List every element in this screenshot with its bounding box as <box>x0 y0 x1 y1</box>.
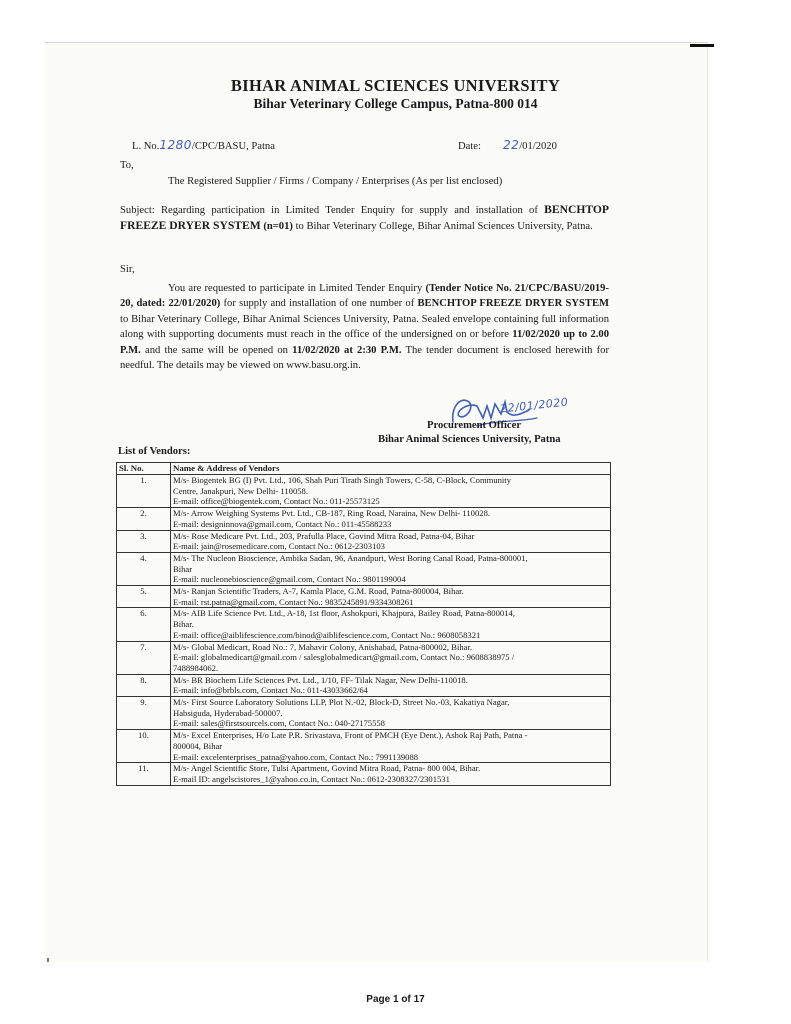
table-header-row <box>117 463 611 475</box>
vendor-address: 7488984062. <box>173 662 219 673</box>
vendor-details <box>171 641 611 674</box>
scan-edge <box>707 42 708 962</box>
vendor-address: Habsiguda, Hyderabad-500007. <box>173 707 283 718</box>
vendor-address: M/s- Biogentek BG (I) Pvt. Ltd., 106, Shah Puri Tirath Singh Towers, C-58, C-Block, Community <box>173 475 511 485</box>
scan-mark <box>690 44 714 47</box>
table-row <box>117 530 611 552</box>
body-paragraph <box>120 281 609 373</box>
salutation: Sir, <box>120 264 135 275</box>
body-text: for supply and installation of one number of <box>223 298 415 310</box>
vendor-sl-no: 4. <box>117 552 171 585</box>
body-text: The tender document is enclosed herewith for needful. The details may be viewed on www.basu.org.in. <box>120 344 609 372</box>
vendor-address: Centre, Janakpuri, New Delhi- 110058. <box>173 485 308 496</box>
vendor-contact: E-mail: nucleonebioscience@gmail.com, Contact No.: 9801199004 <box>173 574 406 585</box>
officer-organization: Bihar Animal Sciences University, Patna <box>378 434 561 445</box>
date-suffix: /01/2020 <box>519 141 557 152</box>
vendor-details <box>171 763 611 785</box>
to-label: To, <box>120 160 134 171</box>
table-row <box>117 674 611 696</box>
campus-address: Bihar Veterinary College Campus, Patna-800 014 <box>253 96 538 111</box>
table-row <box>117 586 611 608</box>
recipient: The Registered Supplier / Firms / Company / Enterprises (As per list enclosed) <box>168 176 503 187</box>
vendor-address: M/s- Excel Enterprises, H/o Late P.R. Srivastava, Front of PMCH (Eye Dent.), Ashok Raj Path, Patna - <box>173 730 528 741</box>
vendor-address: M/s- Ranjan Scientific Traders, A-7, Kamla Place, G.M. Road, Patna-800004, Bihar. <box>173 586 464 597</box>
vendor-sl-no: 1. <box>117 475 171 508</box>
letter-number-suffix: /CPC/BASU, Patna <box>191 141 275 152</box>
table-row <box>117 730 611 763</box>
vendor-address: M/s- BR Biochem Life Sciences Pvt. Ltd., 1/10, FF- Tilak Nagar, New Delhi-110018. <box>173 674 468 685</box>
scan-edge <box>45 42 708 43</box>
vendor-details <box>171 697 611 730</box>
vendor-sl-no: 6. <box>117 608 171 641</box>
column-header: Name & Address of Vendors <box>171 463 611 475</box>
table-row <box>117 763 611 785</box>
scan-mark <box>47 958 49 962</box>
page-label: Page <box>366 994 391 1005</box>
body-text: to Bihar Veterinary College, Bihar Animal Sciences University, Patna. Sealed envelope containing full information along with supporting documents must reach in the office of the undersigned on or before <box>120 313 609 341</box>
subject-item: BENCHTOP FREEZE DRYER SYSTEM <box>120 203 609 233</box>
opening-time: 11/02/2020 at 2:30 P.M. <box>292 344 402 356</box>
vendors-heading: List of Vendors: <box>118 446 191 457</box>
body-text: and the same will be opened on <box>145 344 288 356</box>
body-text: You are requested to participate in Limited Tender Enquiry <box>168 283 423 294</box>
vendors-table <box>116 462 611 786</box>
vendor-contact: E-mail: globalmedicart@gmail.com / salesglobalmedicart@gmail.com, Contact No.: 9608838975 / <box>173 652 515 663</box>
letter-date <box>458 138 557 154</box>
letter-number-handwritten: 1280 <box>159 138 192 152</box>
university-name: BIHAR ANIMAL SCIENCES UNIVERSITY <box>230 76 561 95</box>
table-row <box>117 552 611 585</box>
vendor-contact: E-mail: office@biogentek.com, Contact No.: 011-25573125 <box>173 496 380 507</box>
vendor-sl-no: 2. <box>117 508 171 530</box>
vendor-details <box>171 730 611 763</box>
vendor-contact: E-mail: sales@firstsourcels.com, Contact No.: 040-27175558 <box>173 718 385 729</box>
vendor-details <box>171 552 611 585</box>
vendor-details <box>171 530 611 552</box>
vendor-contact: E-mail: office@aiblifescience.com/binod@aiblifescience.com, Contact No.: 9608058321 <box>173 629 481 640</box>
vendor-address: 800004, Bihar <box>173 740 223 751</box>
table-row <box>117 697 611 730</box>
vendor-sl-no: 9. <box>117 697 171 730</box>
subject-qty: (n=01) <box>263 221 293 233</box>
vendor-address: Bihar. <box>173 619 194 630</box>
letter-number <box>132 138 275 154</box>
vendor-address: M/s- AIB Life Science Pvt. Ltd., A-18, 1st floor, Ashokpuri, Khajpura, Bailey Road, Patna-800014, <box>173 608 515 619</box>
letter-number-prefix: L. No. <box>132 141 160 152</box>
vendor-contact: E-mail: rst.patna@gmail.com, Contact No.: 9835245891/9334308261 <box>173 596 414 607</box>
vendor-sl-no: 7. <box>117 641 171 674</box>
vendor-details <box>171 586 611 608</box>
vendor-sl-no: 10. <box>117 730 171 763</box>
vendor-address: M/s- Global Medicart, Road No.: 7, Mahavir Colony, Anishabad, Patna-800002, Bihar. <box>173 641 472 652</box>
vendor-sl-no: 8. <box>117 674 171 696</box>
page-of-label: of <box>401 994 411 1005</box>
vendor-address: M/s- Rose Medicare Pvt. Ltd., 203, Prafulla Place, Govind Mitra Road, Patna-04, Bihar <box>173 530 475 541</box>
vendor-details <box>171 608 611 641</box>
subject-prefix: Subject: Regarding participation in Limited Tender Enquiry for supply and installation of <box>120 205 538 216</box>
vendor-address: Bihar <box>173 563 193 574</box>
page-total: 17 <box>413 994 425 1005</box>
vendor-contact: E-mail: info@brbls.com, Contact No.: 011-43033662/64 <box>173 685 368 696</box>
table-row <box>117 608 611 641</box>
vendor-details <box>171 508 611 530</box>
vendor-address: M/s- Arrow Weighing Systems Pvt. Ltd., CB-187, Ring Road, Naraina, New Delhi- 110028. <box>173 508 491 519</box>
table-row <box>117 475 611 508</box>
body-item: BENCHTOP FREEZE DRYER SYSTEM <box>417 298 610 310</box>
table-row <box>117 508 611 530</box>
date-day-handwritten: 22 <box>502 138 520 152</box>
vendor-address: M/s- The Nucleon Bioscience, Ambika Sadan, 96, Anandpuri, West Boring Canal Road, Patna-800001, <box>173 552 528 563</box>
vendor-contact: E-mail ID: angelscistores_1@yahoo.co.in, Contact No.: 0612-2308327/2301531 <box>173 773 450 784</box>
vendor-details <box>171 674 611 696</box>
vendor-contact: E-mail: excelenterprises_patna@yahoo.com, Contact No.: 7991139088 <box>173 751 419 762</box>
vendor-sl-no: 5. <box>117 586 171 608</box>
vendor-sl-no: 11. <box>117 763 171 785</box>
tender-reference: (Tender Notice No. 21/CPC/BASU/2019-20, dated: 22/01/2020) <box>120 283 610 310</box>
vendor-contact: E-mail: jain@rosemedicare.com, Contact No.: 0612-2303103 <box>173 541 385 552</box>
date-prefix: Date: <box>458 141 481 152</box>
subject-rest: to Bihar Veterinary College, Bihar Animal Sciences University, Patna. <box>295 221 593 233</box>
vendor-address: M/s- First Source Laboratory Solutions LLP, Plot N.-02, Block-D, Street No.-03, Kakatiya Nagar, <box>173 697 510 708</box>
vendor-address: M/s- Angel Scientific Store, Tulsi Apartment, Govind Mitra Road, Patna- 800 004, Bihar. <box>173 763 481 774</box>
officer-designation: Procurement Officer <box>427 420 522 431</box>
page-number: 1 <box>392 994 399 1005</box>
page-footer <box>0 994 791 1005</box>
vendor-contact: E-mail: designinnova@gmail.com, Contact No.: 011-45588233 <box>173 518 392 529</box>
vendor-rows <box>117 475 611 786</box>
column-header: Sl. No. <box>117 463 171 475</box>
table-row <box>117 641 611 674</box>
subject <box>120 202 609 235</box>
signature-date-handwritten: 22/01/2020 <box>499 395 569 416</box>
submission-deadline: 11/02/2020 up to 2.00 P.M. <box>120 329 609 356</box>
vendor-details <box>171 475 611 508</box>
vendor-sl-no: 3. <box>117 530 171 552</box>
